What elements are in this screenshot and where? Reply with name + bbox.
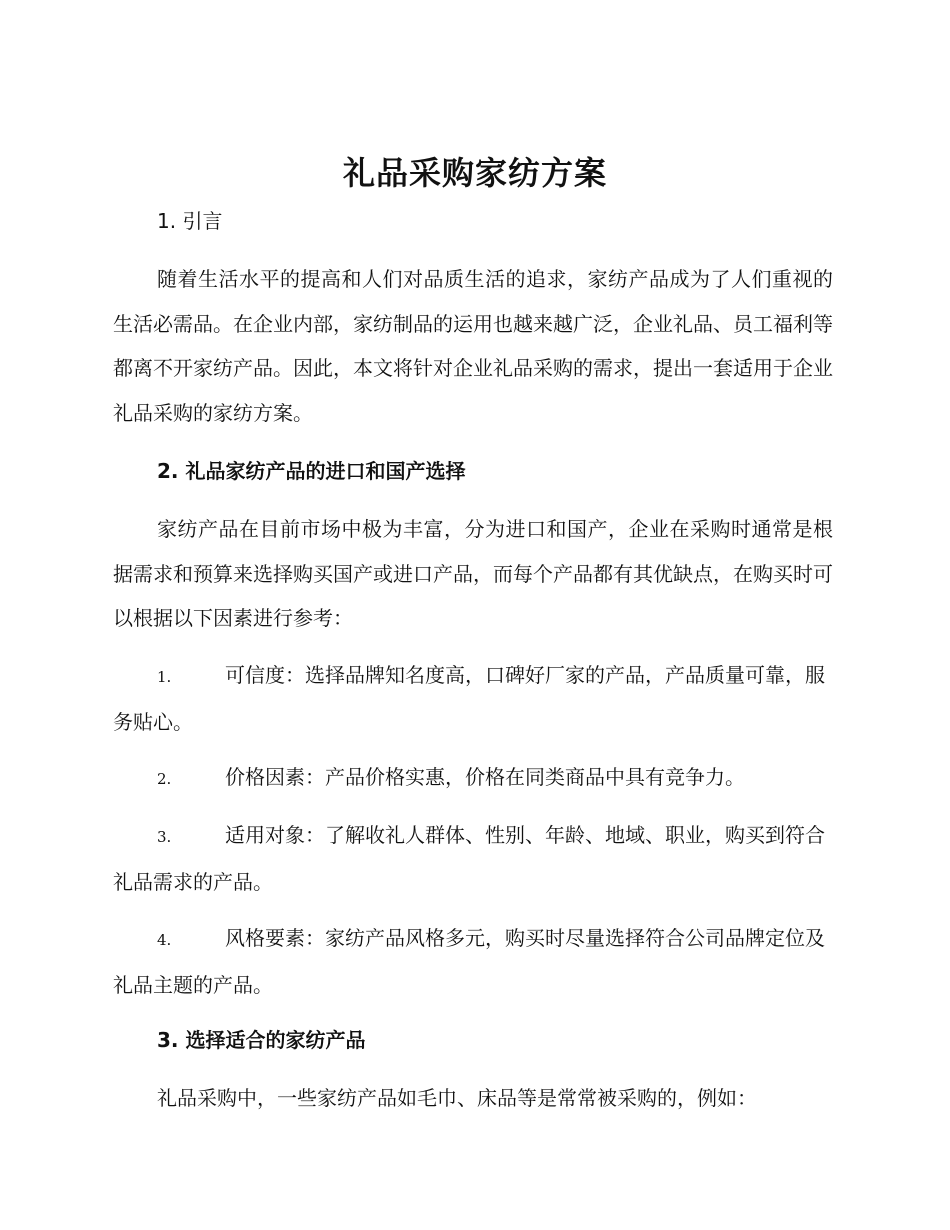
list-number: 2. [157, 770, 172, 788]
paragraph-choose-products: 礼品采购中，一些家纺产品如毛巾、床品等是常常被采购的，例如： [157, 1086, 757, 1110]
section-heading-choose-products: 3. 选择适合的家纺产品 [157, 1028, 366, 1052]
list-number: 1. [157, 668, 172, 686]
list-item-style [113, 916, 833, 1007]
list-item-price [113, 755, 833, 802]
list-item-text: 适用对象：了解收礼人群体、性别、年龄、地域、职业，购买到符合礼品需求的产品。 [113, 823, 825, 894]
list-item-text: 风格要素：家纺产品风格多元，购买时尽量选择符合公司品牌定位及礼品主题的产品。 [113, 926, 825, 997]
list-item-credibility [113, 653, 833, 744]
section-heading-intro: 1. 引言 [157, 209, 223, 233]
list-item-target-audience [113, 813, 833, 904]
list-number: 4. [157, 931, 172, 949]
list-item-text: 价格因素：产品价格实惠，价格在同类商品中具有竞争力。 [225, 765, 745, 789]
document-title: 礼品采购家纺方案 [342, 154, 607, 192]
list-number: 3. [157, 828, 172, 846]
paragraph-intro: 随着生活水平的提高和人们对品质生活的追求，家纺产品成为了人们重视的生活必需品。在企业内部，家纺制品的运用也越来越广泛，企业礼品、员工福利等都离不开家纺产品。因此，本文将针对企业礼品采购的需求，提出一套适用于企业礼品采购的家纺方案。 [113, 267, 833, 426]
paragraph-import-domestic: 家纺产品在目前市场中极为丰富，分为进口和国产，企业在采购时通常是根据需求和预算来选择购买国产或进口产品，而每个产品都有其优缺点，在购买时可以根据以下因素进行参考： [113, 517, 833, 631]
section-heading-import-domestic: 2. 礼品家纺产品的进口和国产选择 [157, 459, 466, 483]
list-item-text: 可信度：选择品牌知名度高，口碑好厂家的产品，产品质量可靠，服务贴心。 [113, 663, 825, 734]
